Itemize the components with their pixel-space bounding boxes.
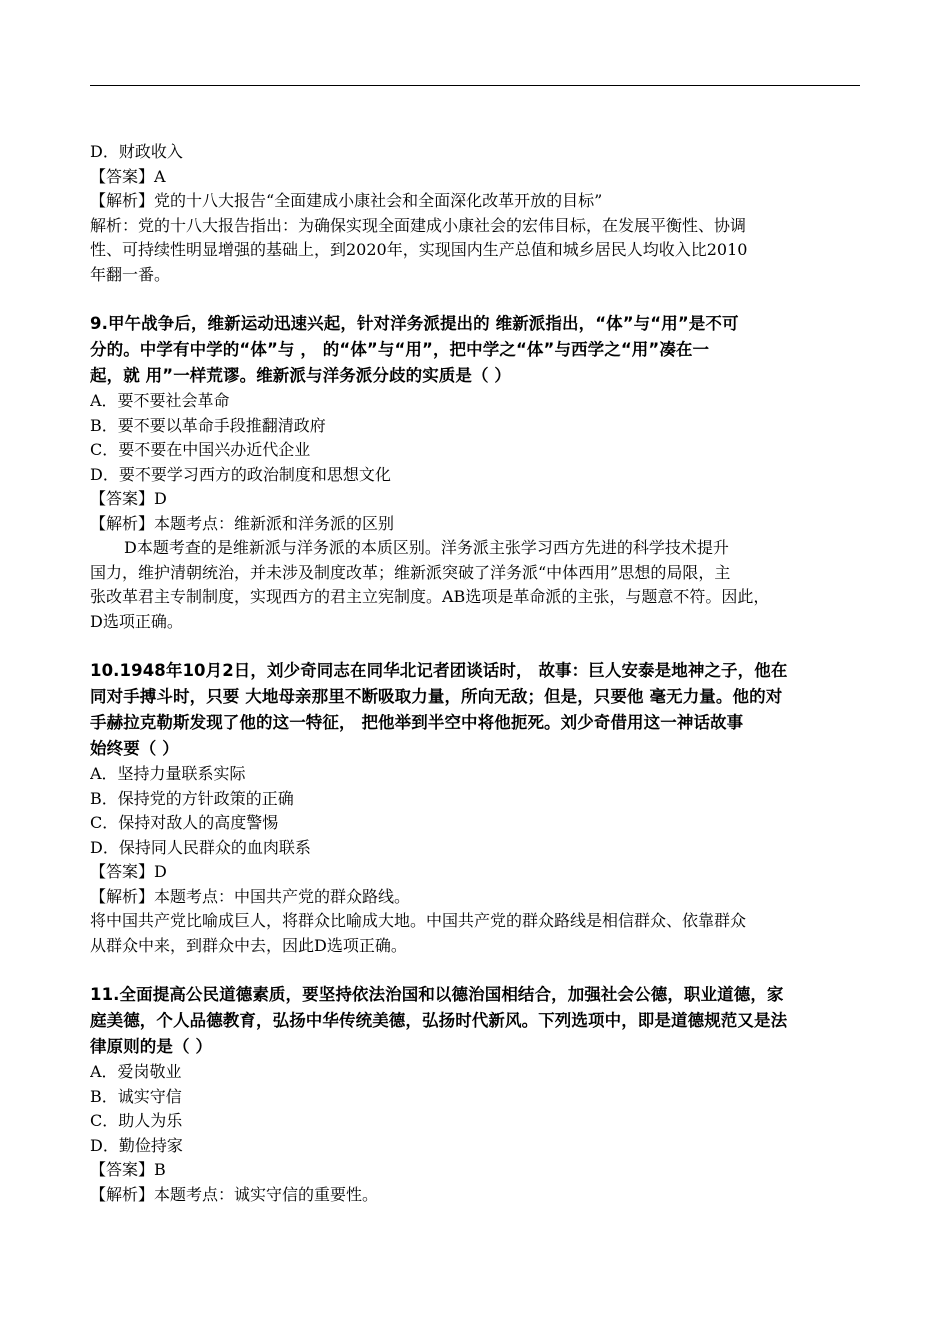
option-d: D．勤俭持家 [90,1135,183,1155]
question-stem: 11.全面提高公民道德素质，要坚持依法治国和以德治国相结合，加强社会公德，职业道德，家 [90,985,784,1004]
question-stem: 10.1948年10月2日，刘少奇同志在同华北记者团谈话时， 故事：巨人安泰是地神之子，他在 [90,661,788,680]
analysis-line: 从群众中来，到群众中去，因此D选项正确。 [90,935,407,955]
option-a: A．坚持力量联系实际 [90,764,246,783]
option-d: D．财政收入 [90,142,183,161]
option-b: B．诚实守信 [90,1086,182,1106]
question-stem: 庭美德，个人品德教育，弘扬中华传统美德，弘扬时代新风。下列选项中，即是道德规范又是法 [90,1011,788,1030]
header-rule [90,85,860,86]
option-a: A．爱岗敬业 [90,1062,182,1081]
question-10 [90,658,860,958]
question-stem: 始终要（ ） [90,739,179,758]
option-a: A．要不要社会革命 [90,391,230,410]
analysis-line: 解析：党的十八大报告指出：为确保实现全面建成小康社会的宏伟目标，在发展平衡性、协调 [90,215,747,235]
analysis-line: 国力，维护清朝统治，并未涉及制度改革；维新派突破了洋务派“中体西用”思想的局限，主 [90,562,731,582]
document-body [90,140,860,1207]
question-stem: 起，就 用”一样荒谬。维新派与洋务派分歧的实质是（ ） [90,366,512,385]
option-c: C．助人为乐 [90,1111,183,1130]
analysis-line: D选项正确。 [90,611,183,631]
answer: 【答案】B [90,1160,166,1179]
analysis-line: 性、可持续性明显增强的基础上，到2020年，实现国内生产总值和城乡居民人均收入比2010 [90,240,748,259]
question-stem: 手赫拉克勒斯发现了他的这一特征， 把他举到半空中将他扼死。刘少奇借用这一神话故事 [90,713,744,732]
question-stem: 9.甲午战争后，维新运动迅速兴起，针对洋务派提出的 维新派指出，“体”与“用”是不可 [90,314,739,333]
option-c: C．要不要在中国兴办近代企业 [90,440,311,459]
analysis-title: 【解析】本题考点：中国共产党的群众路线。 [90,886,411,906]
answer: 【答案】D [90,862,167,881]
option-c: C．保持对敌人的高度警惕 [90,813,279,832]
question-stem: 同对手搏斗时，只要 大地母亲那里不断吸取力量，所向无敌；但是，只要他 毫无力量。他的对 [90,687,783,706]
analysis-title: 【解析】党的十八大报告“全面建成小康社会和全面深化改革开放的目标” [90,191,603,210]
option-d: D．保持同人民群众的血肉联系 [90,837,311,857]
question-stem: 律原则的是（ ） [90,1037,213,1056]
option-b: B．保持党的方针政策的正确 [90,788,294,808]
analysis-line: D本题考查的是维新派与洋务派的本质区别。洋务派主张学习西方先进的科学技术提升 [124,538,729,557]
analysis-line: 将中国共产党比喻成巨人，将群众比喻成大地。中国共产党的群众路线是相信群众、依靠群众 [90,911,747,930]
option-d: D．要不要学习西方的政治制度和思想文化 [90,464,391,484]
analysis-line: 张改革君主专制制度，实现西方的君主立宪制度。AB选项是革命派的主张，与题意不符。因此， [90,587,770,606]
analysis-title: 【解析】本题考点：诚实守信的重要性。 [90,1184,379,1204]
question-stem: 分的。中学有中学的“体”与 ， 的“体”与“用”，把中学之“体”与西学之“用”凑在一 [90,340,710,359]
answer: 【答案】A [90,166,166,186]
question-8-tail [90,140,860,287]
option-b: B．要不要以革命手段推翻清政府 [90,415,326,435]
question-11 [90,982,860,1207]
question-9 [90,311,860,634]
answer: 【答案】D [90,489,167,508]
analysis-line: 年翻一番。 [90,264,171,284]
analysis-title: 【解析】本题考点：维新派和洋务派的区别 [90,513,395,533]
